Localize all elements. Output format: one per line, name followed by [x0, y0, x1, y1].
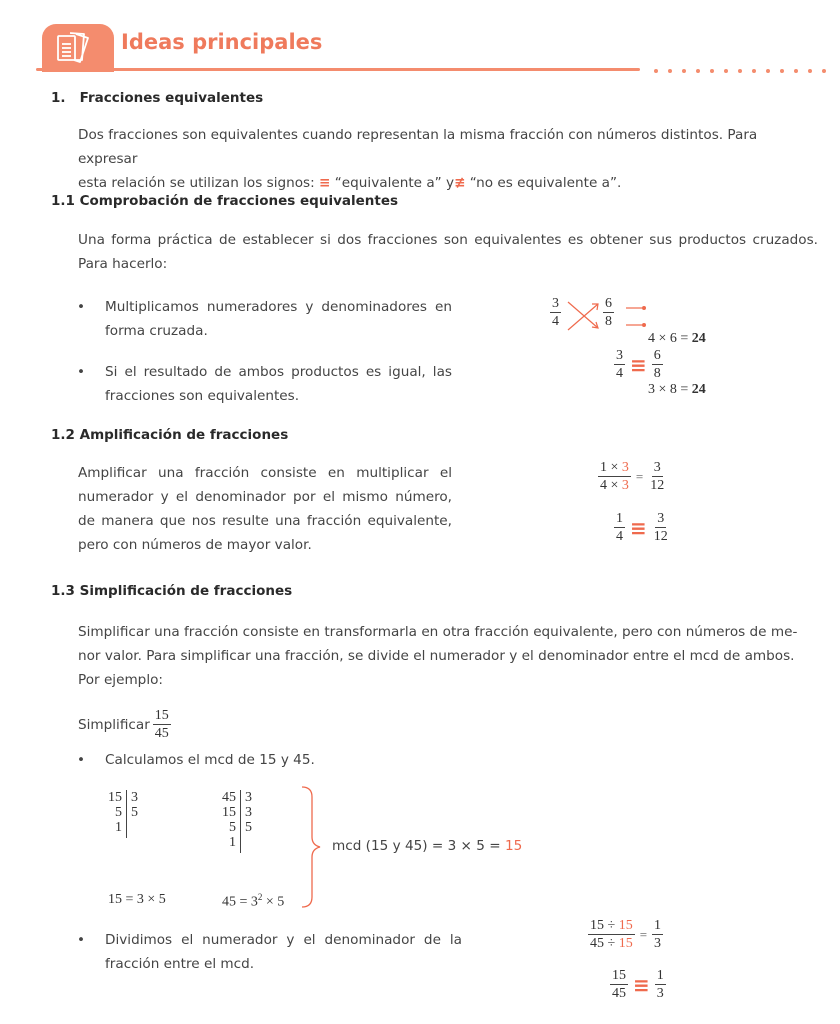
section-heading-1-1: 1.1 Comprobación de fracciones equivalentes: [51, 193, 399, 209]
equivalent-symbol: ≡: [633, 972, 650, 997]
fraction: $\frac{15 \div 15}{45 \div 15}$: [590, 918, 633, 951]
simplification-equation: $\frac{15 \div 15}{45 \div 15}$ = $\frac{1}{3}$: [590, 918, 662, 951]
section-1-3-paragraph: [78, 620, 828, 692]
bullet-item: • Dividimos el numerador y el denominador de la fracción entre el mcd.: [78, 928, 462, 976]
section-heading-1: 1. Fracciones equivalentes: [51, 90, 264, 106]
equivalent-symbol: ≡: [630, 352, 647, 377]
paragraph-line: esta relación se utilizan los signos: ≡ “equivalente a” y≢ “no es equivalente a”.: [78, 175, 622, 191]
fraction: $\frac{3}{4}$: [616, 348, 623, 381]
product-line: 4 × 6 = 24: [648, 331, 706, 346]
documents-icon: [42, 24, 114, 72]
curly-brace-icon: [300, 785, 322, 909]
bullet-dot: •: [77, 752, 86, 768]
bullet-item: • Calculamos el mcd de 15 y 45.: [78, 748, 578, 772]
fraction: $\frac{1 \times 3}{4 \times 3}$: [600, 460, 629, 493]
section-1-1-paragraph: Una forma práctica de establecer si dos fracciones son equivalentes es obtener sus productos cruzados. Para hacerlo:: [78, 232, 818, 272]
amplification-equation: $\frac{1 \times 3}{4 \times 3}$ = $\frac{3}{12}$: [600, 460, 665, 493]
fraction: $\frac{3}{12}$: [650, 460, 665, 493]
fraction: $\frac{1}{3}$: [656, 968, 664, 1001]
amplification-equivalence: [614, 511, 670, 544]
equivalent-symbol: ≡: [319, 175, 331, 191]
division-table-45: 45 15 5 1 3 3 5: [222, 790, 252, 853]
bullet-item: • Si el resultado de ambos productos es igual, las fracciones son equivalentes.: [78, 360, 452, 408]
paragraph-line: Dos fracciones son equivalentes cuando representan la misma fracción con números distintos. Para expresar: [78, 127, 758, 167]
header-icon-tab: [42, 24, 114, 72]
product-line: 3 × 8 = 24: [648, 382, 706, 397]
fraction: $\frac{3}{12}$: [653, 511, 668, 544]
paragraph-line: nor valor. Para simplificar una fracción, se divide el numerador y el denominador entre el mcd de ambos.: [78, 648, 795, 664]
fraction: $\frac{15}{45}$: [154, 708, 169, 741]
section-1-2-paragraph: Amplificar una fracción consiste en multiplicar el numerador y el denominador por el mismo número, de manera que nos resulte una fracción equivalente, pero con números de mayor valor.: [78, 465, 452, 553]
fraction: $\frac{15}{45}$: [612, 968, 626, 1001]
bullet-dot: •: [77, 932, 86, 948]
equivalent-symbol: ≡: [630, 515, 647, 540]
equivalence-result: [614, 348, 663, 381]
bullet-dot: •: [77, 364, 86, 380]
page-title: Ideas principales: [121, 30, 323, 54]
fraction: $\frac{1}{3}$: [654, 918, 662, 951]
bullet-item: • Multiplicamos numeradores y denominadores en forma cruzada.: [78, 295, 452, 343]
fraction: $\frac{6}{8}$: [605, 296, 612, 329]
not-equivalent-symbol: ≢: [454, 175, 466, 191]
header-rule: [36, 68, 640, 71]
paragraph-line: Por ejemplo:: [78, 672, 163, 688]
bullet-dot: •: [77, 299, 86, 315]
factorization-15: 15 = 3 × 5: [108, 892, 166, 907]
section-heading-1-2: 1.2 Amplificación de fracciones: [51, 427, 289, 443]
section-heading-1-3: 1.3 Simplificación de fracciones: [51, 583, 293, 599]
factorization-45: $45 = 3^2 \times 5$: [222, 892, 285, 910]
paragraph-line: Simplificar una fracción consiste en transformarla en otra fracción equivalente, pero con números de me-: [78, 624, 798, 640]
fraction: $\frac{1}{4}$: [616, 511, 623, 544]
fraction: $\frac{3}{4}$: [552, 296, 559, 329]
simplify-example: Simplificar $\frac{15}{45}$: [78, 708, 169, 741]
division-table-15: 15 5 1 3 5: [108, 790, 138, 838]
mcd-result: mcd (15 y 45) = 3 × 5 = 15: [332, 838, 523, 854]
simplification-equivalence: [610, 968, 666, 1001]
section-1-paragraph: [78, 123, 818, 195]
fraction: $\frac{6}{8}$: [653, 348, 661, 381]
header-dotted-rule: [654, 69, 826, 73]
cross-multiplication-diagram: [550, 296, 750, 397]
